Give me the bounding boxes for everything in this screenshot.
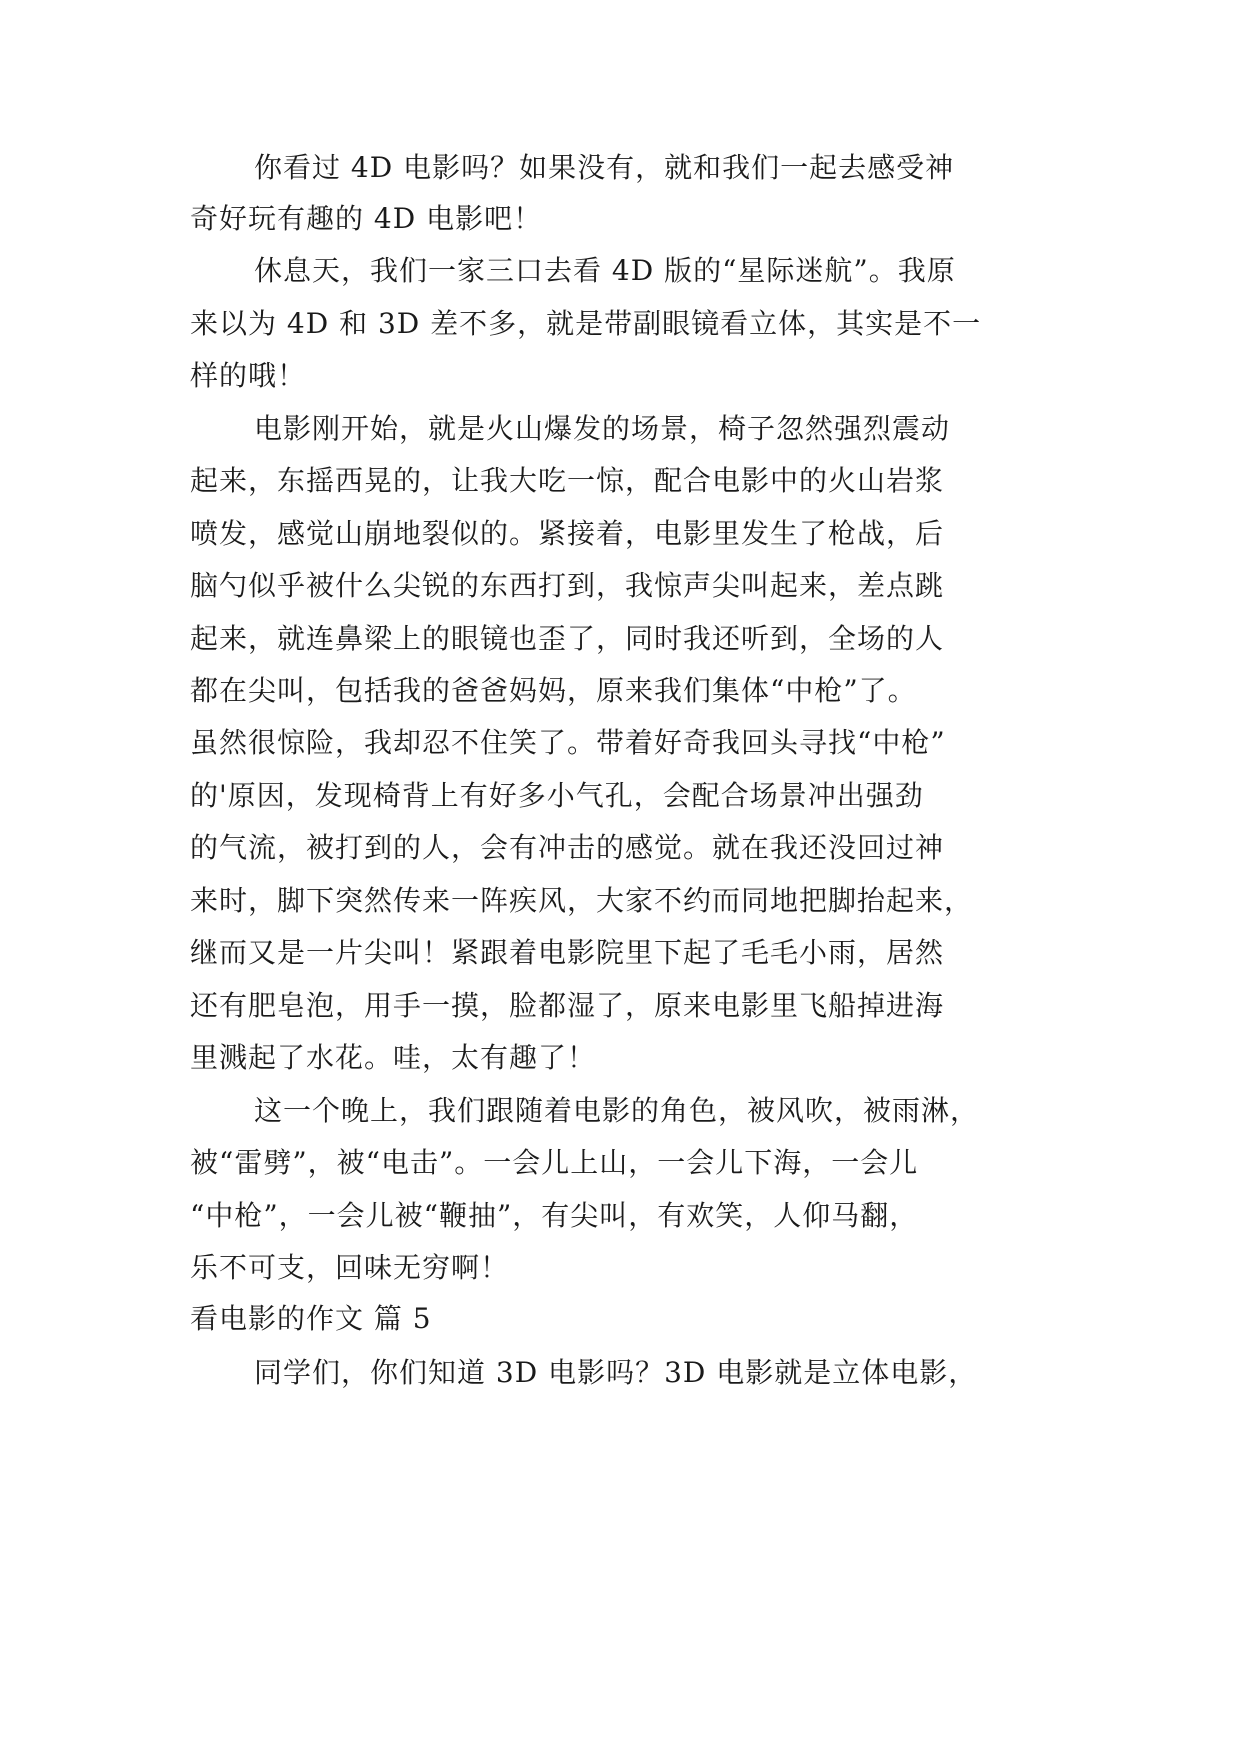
paragraph-3-line-9: 的气流，被打到的人，会有冲击的感觉。就在我还没回过神 bbox=[190, 831, 945, 864]
paragraph-4-line-1: 这一个晚上，我们跟随着电影的角色，被风吹，被雨淋， bbox=[254, 1094, 980, 1127]
paragraph-3-line-2: 起来，东摇西晃的，让我大吃一惊，配合电影中的火山岩浆 bbox=[190, 464, 945, 497]
paragraph-4-line-2: 被“雷劈”，被“电击”。一会儿上山，一会儿下海，一会儿 bbox=[190, 1146, 919, 1179]
paragraph-2-line-3: 样的哦！ bbox=[190, 359, 307, 392]
paragraph-1-line-2: 奇好玩有趣的 4D 电影吧！ bbox=[190, 202, 543, 235]
paragraph-3-line-4: 脑勺似乎被什么尖锐的东西打到，我惊声尖叫起来，差点跳 bbox=[190, 569, 945, 602]
paragraph-3-line-13: 里溅起了水花。哇，太有趣了！ bbox=[190, 1041, 597, 1074]
section-heading: 看电影的作文 篇 5 bbox=[190, 1302, 432, 1335]
paragraph-3-line-7: 虽然很惊险，我却忍不住笑了。带着好奇我回头寻找“中枪” bbox=[190, 726, 946, 759]
paragraph-3-line-11: 继而又是一片尖叫！紧跟着电影院里下起了毛毛小雨，居然 bbox=[190, 936, 945, 969]
paragraph-3-line-1: 电影刚开始，就是火山爆发的场景，椅子忽然强烈震动 bbox=[254, 412, 951, 445]
paragraph-3-line-12: 还有肥皂泡，用手一摸，脸都湿了，原来电影里飞船掉进海 bbox=[190, 989, 945, 1022]
paragraph-3-line-5: 起来，就连鼻梁上的眼镜也歪了，同时我还听到，全场的人 bbox=[190, 622, 945, 655]
paragraph-3-line-8: 的'原因，发现椅背上有好多小气孔，会配合场景冲出强劲 bbox=[190, 779, 924, 812]
paragraph-3-line-10: 来时，脚下突然传来一阵疾风，大家不约而同地把脚抬起来， bbox=[190, 884, 974, 917]
paragraph-2-line-2: 来以为 4D 和 3D 差不多，就是带副眼镜看立体，其实是不一 bbox=[190, 307, 982, 340]
paragraph-4-line-4: 乐不可支，回味无穷啊！ bbox=[190, 1251, 510, 1284]
paragraph-3-line-6: 都在尖叫，包括我的爸爸妈妈，原来我们集体“中枪”了。 bbox=[190, 674, 917, 707]
paragraph-1-line-1: 你看过 4D 电影吗？如果没有，就和我们一起去感受神 bbox=[254, 151, 955, 184]
paragraph-5-line-1: 同学们，你们知道 3D 电影吗？3D 电影就是立体电影， bbox=[254, 1356, 978, 1389]
paragraph-4-line-3: “中枪”，一会儿被“鞭抽”，有尖叫，有欢笑，人仰马翻， bbox=[190, 1199, 919, 1232]
paragraph-2-line-1: 休息天，我们一家三口去看 4D 版的“星际迷航”。我原 bbox=[254, 254, 956, 287]
paragraph-3-line-3: 喷发，感觉山崩地裂似的。紧接着，电影里发生了枪战，后 bbox=[190, 517, 945, 550]
